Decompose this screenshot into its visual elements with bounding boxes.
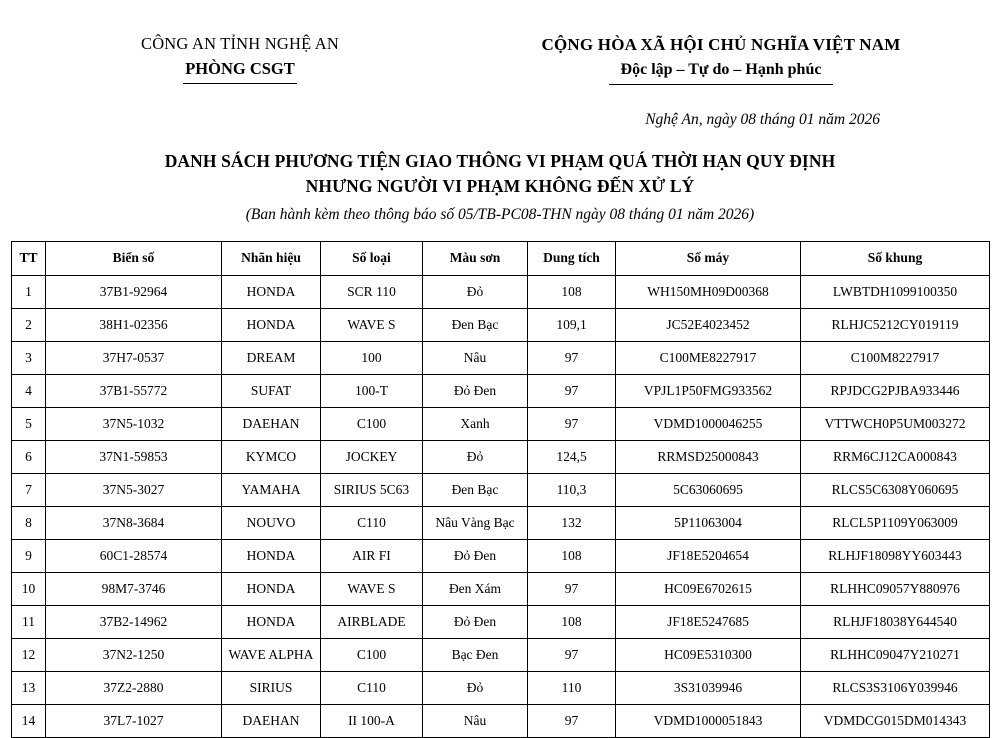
cell-frame-no: RLCS3S3106Y039946 [801, 671, 990, 704]
cell-engine-no: VDMD1000051843 [616, 704, 801, 737]
cell-plate: 37B2-14962 [46, 605, 222, 638]
cell-brand: NOUVO [222, 506, 321, 539]
cell-brand: KYMCO [222, 440, 321, 473]
cell-plate: 37N2-1250 [46, 638, 222, 671]
cell-model: 100 [321, 341, 423, 374]
cell-brand: WAVE ALPHA [222, 638, 321, 671]
cell-plate: 37N1-59853 [46, 440, 222, 473]
cell-brand: SIRIUS [222, 671, 321, 704]
column-header-tt: TT [12, 241, 46, 275]
cell-engine-no: C100ME8227917 [616, 341, 801, 374]
cell-model: C110 [321, 506, 423, 539]
column-header-frame-no: Số khung [801, 241, 990, 275]
cell-color: Đỏ [423, 275, 528, 308]
cell-brand: HONDA [222, 605, 321, 638]
cell-tt: 14 [12, 704, 46, 737]
cell-frame-no: RLHHC09057Y880976 [801, 572, 990, 605]
cell-model: II 100-A [321, 704, 423, 737]
cell-capacity: 97 [528, 638, 616, 671]
cell-tt: 4 [12, 374, 46, 407]
cell-plate: 37Z2-2880 [46, 671, 222, 704]
cell-tt: 8 [12, 506, 46, 539]
cell-color: Đen Bạc [423, 308, 528, 341]
issuing-authority-block [0, 32, 470, 85]
cell-engine-no: RRMSD25000843 [616, 440, 801, 473]
cell-capacity: 132 [528, 506, 616, 539]
national-heading-block [470, 32, 1000, 85]
cell-capacity: 110,3 [528, 473, 616, 506]
cell-color: Nâu Vàng Bạc [423, 506, 528, 539]
table-row [12, 704, 990, 737]
column-header-engine-no: Số máy [616, 241, 801, 275]
cell-tt: 11 [12, 605, 46, 638]
cell-capacity: 97 [528, 407, 616, 440]
page-subtitle: (Ban hành kèm theo thông báo số 05/TB-PC08-THN ngày 08 tháng 01 năm 2026) [245, 205, 755, 223]
cell-frame-no: C100M8227917 [801, 341, 990, 374]
cell-engine-no: JC52E4023452 [616, 308, 801, 341]
table-row [12, 407, 990, 440]
page-title-line-1: DANH SÁCH PHƯƠNG TIỆN GIAO THÔNG VI PHẠM QUÁ THỜI HẠN QUY ĐỊNH [164, 151, 836, 172]
cell-plate: 60C1-28574 [46, 539, 222, 572]
cell-model: AIR FI [321, 539, 423, 572]
cell-plate: 37B1-92964 [46, 275, 222, 308]
cell-color: Đỏ Đen [423, 374, 528, 407]
cell-tt: 3 [12, 341, 46, 374]
cell-capacity: 97 [528, 572, 616, 605]
cell-model: C110 [321, 671, 423, 704]
cell-plate: 37N8-3684 [46, 506, 222, 539]
cell-engine-no: HC09E5310300 [616, 638, 801, 671]
cell-model: 100-T [321, 374, 423, 407]
column-header-brand: Nhãn hiệu [222, 241, 321, 275]
cell-tt: 5 [12, 407, 46, 440]
cell-capacity: 110 [528, 671, 616, 704]
cell-color: Đen Bạc [423, 473, 528, 506]
cell-brand: DAEHAN [222, 407, 321, 440]
cell-plate: 38H1-02356 [46, 308, 222, 341]
cell-color: Nâu [423, 341, 528, 374]
cell-color: Nâu [423, 704, 528, 737]
cell-tt: 13 [12, 671, 46, 704]
cell-model: C100 [321, 638, 423, 671]
cell-frame-no: RLHJF18038Y644540 [801, 605, 990, 638]
cell-model: JOCKEY [321, 440, 423, 473]
cell-engine-no: JF18E5204654 [616, 539, 801, 572]
issue-date-line: Nghệ An, ngày 08 tháng 01 năm 2026 [645, 111, 880, 129]
page-title-line-2: NHƯNG NGƯỜI VI PHẠM KHÔNG ĐẾN XỬ LÝ [305, 176, 695, 197]
cell-frame-no: RLCS5C6308Y060695 [801, 473, 990, 506]
cell-plate: 37N5-1032 [46, 407, 222, 440]
cell-engine-no: VPJL1P50FMG933562 [616, 374, 801, 407]
column-header-color: Màu sơn [423, 241, 528, 275]
cell-brand: HONDA [222, 539, 321, 572]
document-title-block [0, 149, 1000, 224]
cell-tt: 10 [12, 572, 46, 605]
cell-frame-no: RLHJC5212CY019119 [801, 308, 990, 341]
cell-frame-no: VDMDCG015DM014343 [801, 704, 990, 737]
cell-engine-no: JF18E5247685 [616, 605, 801, 638]
table-row [12, 374, 990, 407]
cell-plate: 37H7-0537 [46, 341, 222, 374]
cell-brand: DREAM [222, 341, 321, 374]
cell-brand: HONDA [222, 572, 321, 605]
cell-frame-no: VTTWCH0P5UM003272 [801, 407, 990, 440]
cell-color: Bạc Đen [423, 638, 528, 671]
cell-color: Đỏ Đen [423, 539, 528, 572]
province-police-label: CÔNG AN TỈNH NGHỆ AN [140, 34, 340, 53]
cell-brand: HONDA [222, 275, 321, 308]
document-header [0, 0, 1000, 85]
country-name-label: CỘNG HÒA XÃ HỘI CHỦ NGHĨA VIỆT NAM [541, 35, 901, 54]
table-row [12, 440, 990, 473]
table-row [12, 671, 990, 704]
cell-engine-no: HC09E6702615 [616, 572, 801, 605]
cell-brand: DAEHAN [222, 704, 321, 737]
cell-tt: 12 [12, 638, 46, 671]
cell-engine-no: 5C63060695 [616, 473, 801, 506]
cell-capacity: 109,1 [528, 308, 616, 341]
cell-model: WAVE S [321, 572, 423, 605]
column-header-capacity: Dung tích [528, 241, 616, 275]
cell-tt: 2 [12, 308, 46, 341]
cell-model: AIRBLADE [321, 605, 423, 638]
department-label: PHÒNG CSGT [183, 57, 297, 84]
cell-tt: 7 [12, 473, 46, 506]
table-row [12, 638, 990, 671]
cell-frame-no: RLHJF18098YY603443 [801, 539, 990, 572]
cell-brand: YAMAHA [222, 473, 321, 506]
table-row [12, 308, 990, 341]
cell-model: C100 [321, 407, 423, 440]
cell-color: Đỏ [423, 440, 528, 473]
cell-engine-no: WH150MH09D00368 [616, 275, 801, 308]
cell-model: SCR 110 [321, 275, 423, 308]
cell-color: Đen Xám [423, 572, 528, 605]
cell-color: Đỏ Đen [423, 605, 528, 638]
cell-frame-no: RRM6CJ12CA000843 [801, 440, 990, 473]
cell-color: Đỏ [423, 671, 528, 704]
cell-tt: 9 [12, 539, 46, 572]
cell-capacity: 97 [528, 704, 616, 737]
vehicles-table [11, 241, 990, 738]
cell-capacity: 108 [528, 605, 616, 638]
table-row [12, 341, 990, 374]
cell-tt: 6 [12, 440, 46, 473]
cell-frame-no: LWBTDH1099100350 [801, 275, 990, 308]
cell-capacity: 124,5 [528, 440, 616, 473]
cell-capacity: 108 [528, 275, 616, 308]
table-row [12, 473, 990, 506]
cell-plate: 98M7-3746 [46, 572, 222, 605]
cell-frame-no: RLHHC09047Y210271 [801, 638, 990, 671]
cell-engine-no: 5P11063004 [616, 506, 801, 539]
cell-brand: SUFAT [222, 374, 321, 407]
table-row [12, 275, 990, 308]
column-header-plate: Biển số [46, 241, 222, 275]
cell-plate: 37L7-1027 [46, 704, 222, 737]
cell-engine-no: 3S31039946 [616, 671, 801, 704]
cell-capacity: 108 [528, 539, 616, 572]
column-header-model: Số loại [321, 241, 423, 275]
table-row [12, 605, 990, 638]
cell-model: SIRIUS 5C63 [321, 473, 423, 506]
cell-capacity: 97 [528, 341, 616, 374]
cell-frame-no: RPJDCG2PJBA933446 [801, 374, 990, 407]
cell-brand: HONDA [222, 308, 321, 341]
table-row [12, 506, 990, 539]
vehicles-table-wrapper [11, 241, 989, 738]
cell-model: WAVE S [321, 308, 423, 341]
table-row [12, 572, 990, 605]
cell-capacity: 97 [528, 374, 616, 407]
table-header-row [12, 241, 990, 275]
cell-tt: 1 [12, 275, 46, 308]
national-motto-label: Độc lập – Tự do – Hạnh phúc [609, 58, 834, 86]
cell-color: Xanh [423, 407, 528, 440]
vehicles-table-body [12, 275, 990, 737]
cell-frame-no: RLCL5P1109Y063009 [801, 506, 990, 539]
cell-engine-no: VDMD1000046255 [616, 407, 801, 440]
cell-plate: 37N5-3027 [46, 473, 222, 506]
cell-plate: 37B1-55772 [46, 374, 222, 407]
table-row [12, 539, 990, 572]
